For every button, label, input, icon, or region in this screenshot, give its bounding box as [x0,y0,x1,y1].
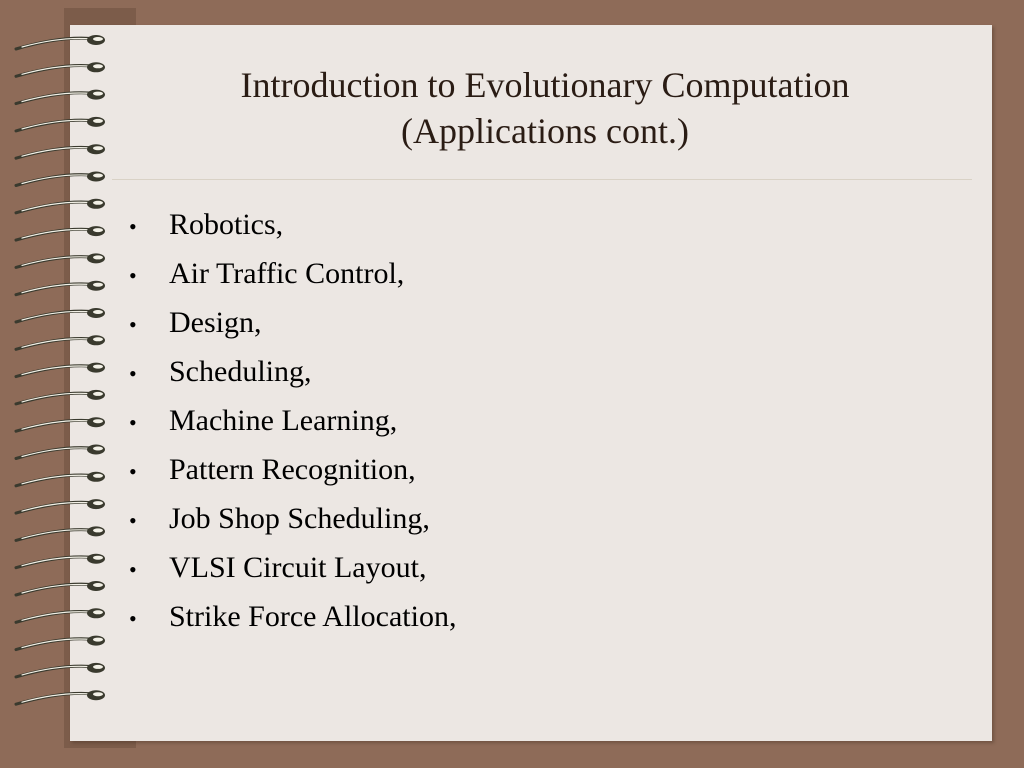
spiral-ring-icon [16,554,105,568]
spiral-ring-icon [16,363,105,377]
spiral-ring-icon [16,690,105,704]
spiral-ring-icon [16,608,105,622]
bullet-dot-icon: • [129,361,137,386]
spiral-ring-icon [16,636,105,650]
bullet-text: Air Traffic Control, [169,257,405,290]
spiral-ring-icon [16,390,105,404]
bullet-text: Strike Force Allocation, [169,600,457,633]
bullet-item [124,445,456,494]
bullet-dot-icon: • [129,508,137,533]
bullet-text: Pattern Recognition, [169,453,416,486]
slide-title [130,62,960,154]
bullet-item [124,396,456,445]
bullet-item [124,347,456,396]
bullet-list [124,200,456,641]
spiral-ring-icon [16,253,105,267]
bullet-text: Scheduling, [169,355,312,388]
spiral-ring-icon [16,526,105,540]
spiral-ring-icon [16,445,105,459]
bullet-text: Design, [169,306,262,339]
spiral-ring-icon [16,499,105,513]
spiral-ring-icon [16,226,105,240]
title-line-1: Introduction to Evolutionary Computation [240,65,850,105]
spiral-binding-icon [0,0,130,768]
bullet-item [124,200,456,249]
bullet-dot-icon: • [129,557,137,582]
bullet-item [124,249,456,298]
bullet-dot-icon: • [129,312,137,337]
title-divider [112,179,972,180]
spiral-ring-icon [16,35,105,49]
bullet-dot-icon: • [129,459,137,484]
title-line-2: (Applications cont.) [401,111,689,151]
bullet-text: Machine Learning, [169,404,398,437]
spiral-ring-icon [16,62,105,76]
bullet-item [124,494,456,543]
spiral-ring-icon [16,335,105,349]
spiral-ring-icon [16,281,105,295]
spiral-ring-icon [16,663,105,677]
bullet-text: Job Shop Scheduling, [169,502,430,535]
spiral-ring-icon [16,199,105,213]
bullet-text: VLSI Circuit Layout, [169,551,427,584]
spiral-ring-icon [16,90,105,104]
spiral-ring-icon [16,144,105,158]
spiral-ring-icon [16,472,105,486]
bullet-dot-icon: • [129,606,137,631]
spiral-ring-icon [16,308,105,322]
spiral-ring-icon [16,172,105,186]
spiral-ring-icon [16,417,105,431]
bullet-item [124,543,456,592]
bullet-dot-icon: • [129,410,137,435]
bullet-dot-icon: • [129,214,137,239]
bullet-item [124,298,456,347]
bullet-text: Robotics, [169,208,284,241]
bullet-dot-icon: • [129,263,137,288]
spiral-ring-icon [16,581,105,595]
bullet-item [124,592,456,641]
spiral-ring-icon [16,117,105,131]
